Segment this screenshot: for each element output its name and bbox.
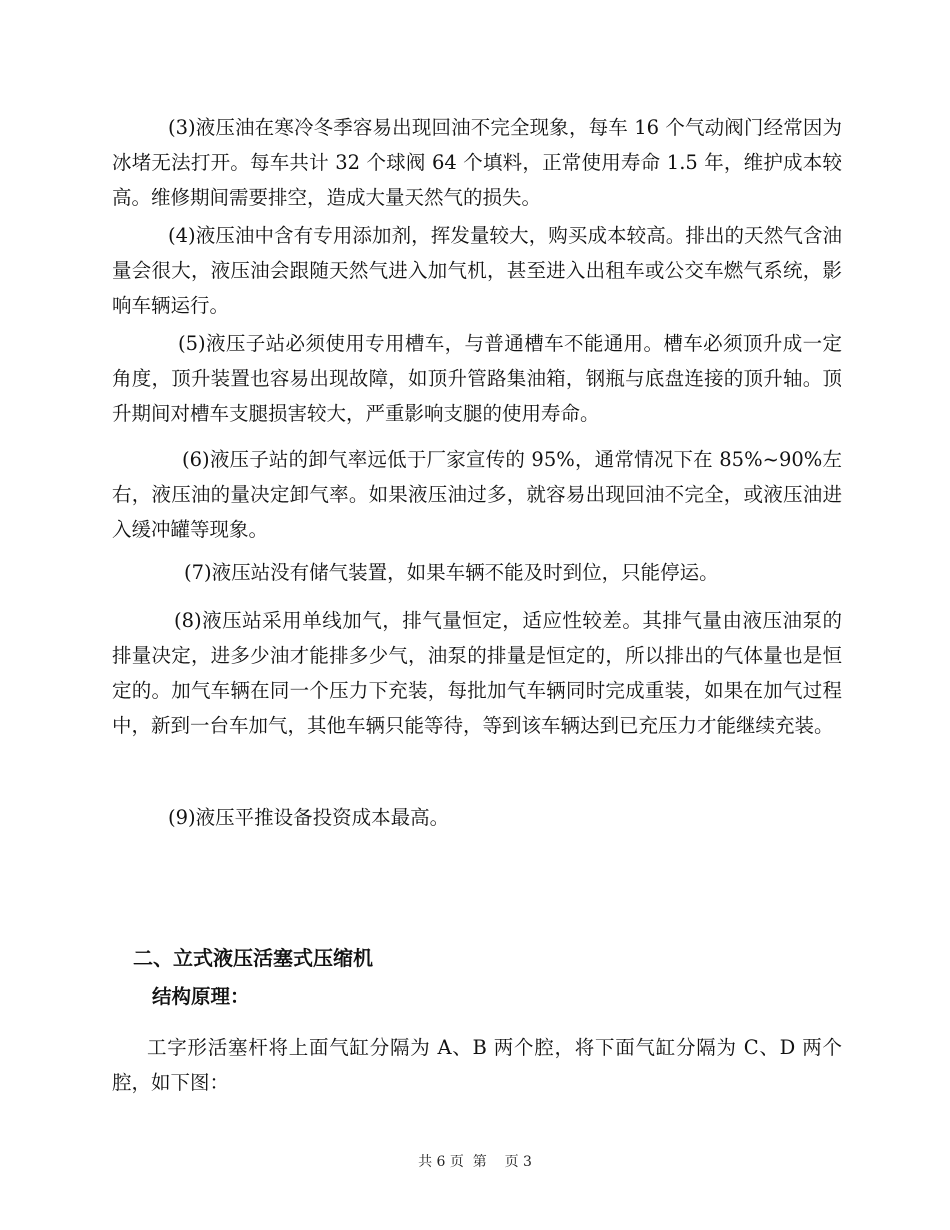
section-subheading: 结构原理： xyxy=(152,985,250,1008)
paragraph-7: (7)液压站没有储气装置，如果车辆不能及时到位，只能停运。 xyxy=(184,561,719,584)
paragraph-8: (8)液压站采用单线加气，排气量恒定，适应性较差。其排气量由液压油泵的排量决定，进多少油才能排多少气，油泵的排量是恒定的，所以排出的气体量也是恒定的。加气车辆在同一个压力下充装，每批加气车辆同时完成重装，如果在加气过程中，新到一台车加气，其他车辆只能等待，等到该车辆达到已充压力才能继续充装。 xyxy=(112,609,842,737)
paragraph-9: (9)液压平推设备投资成本最高。 xyxy=(168,806,450,829)
paragraph-4: (4)液压油中含有专用添加剂，挥发量较大，购买成本较高。排出的天然气含油量会很大，液压油会跟随天然气进入加气机，甚至进入出租车或公交车燃气系统，影响车辆运行。 xyxy=(112,224,842,317)
page-number-text: 共 6 页 第 页 3 xyxy=(418,1154,532,1170)
section-body: 工字形活塞杆将上面气缸分隔为 A、B 两个腔，将下面气缸分隔为 C、D 两个腔，如下图： xyxy=(112,1036,842,1094)
paragraph-5: (5)液压子站必须使用专用槽车，与普通槽车不能通用。槽车必须顶升成一定角度，顶升装置也容易出现故障，如顶升管路集油箱，钢瓶与底盘连接的顶升轴。顶升期间对槽车支腿损害较大，严重影响支腿的使用寿命。 xyxy=(112,332,842,425)
section-heading: 二、立式液压活塞式压缩机 xyxy=(133,946,373,970)
paragraph-3: (3)液压油在寒冷冬季容易出现回油不完全现象，每车 16 个气动阀门经常因为冰堵无法打开。每车共计 32 个球阀 64 个填料，正常使用寿命 1.5 年，维护成本较高。维修期间需要排空，造成大量天然气的损失。 xyxy=(112,116,842,209)
page-footer xyxy=(0,1152,950,1172)
paragraph-6: (6)液压子站的卸气率远低于厂家宣传的 95%，通常情况下在 85%~90%左右，液压油的量决定卸气率。如果液压油过多，就容易出现回油不完全，或液压油进入缓冲罐等现象。 xyxy=(112,448,842,541)
